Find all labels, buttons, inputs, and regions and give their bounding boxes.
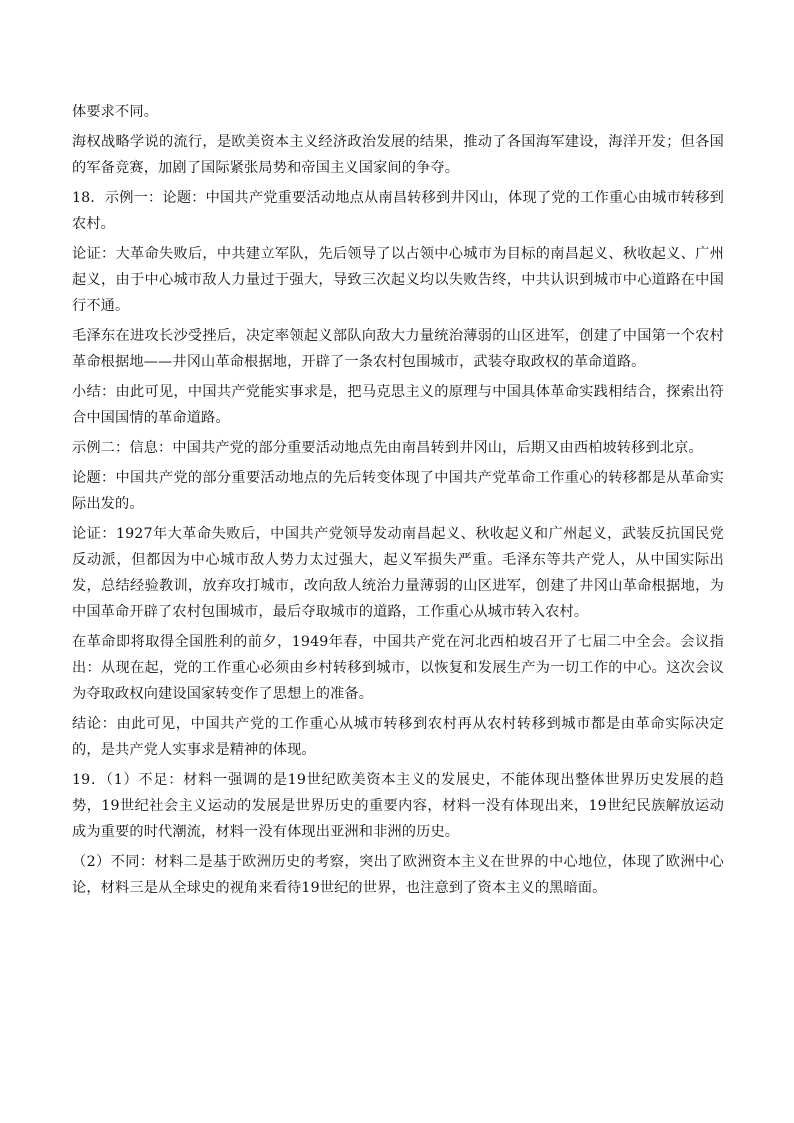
paragraph-q18-conclusion: 结论：由此可见，中国共产党的工作重心从城市转移到农村再从农村转移到城市都是由革命实际决定的，是共产党人实事求是精神的体现。 <box>72 716 724 758</box>
document-page <box>72 99 724 905</box>
paragraph-q18-mao-jinggangshan: 毛泽东在进攻长沙受挫后，决定率领起义部队向敌大力量统治薄弱的山区进军，创建了中国第一个农村革命根据地——井冈山革命根据地，开辟了一条农村包围城市，武装夺取政权的革命道路。 <box>72 328 724 370</box>
paragraph-q18-example1-topic: 18．示例一：论题：中国共产党重要活动地点从南昌转移到井冈山，体现了党的工作重心由城市转移到农村。 <box>72 190 724 232</box>
paragraph-q18-example2-info: 示例二：信息：中国共产党的部分重要活动地点先由南昌转到井冈山，后期又由西柏坡转移到北京。 <box>72 440 703 456</box>
paragraph-q18-example2-topic: 论题：中国共产党的部分重要活动地点的先后转变体现了中国共产党革命工作重心的转移都是从革命实际出发的。 <box>72 470 724 512</box>
paragraph-q18-xibaipo: 在革命即将取得全国胜利的前夕，1949年春，中国共产党在河北西柏坡召开了七届二中全会。会议指出：从现在起，党的工作重心必须由乡村转移到城市，以恢复和发展生产为一切工作的中心。这次会议为夺取政权向建设国家转变作了思想上的准备。 <box>72 634 724 702</box>
paragraph-q18-example2-argument: 论证：1927年大革命失败后，中国共产党领导发动南昌起义、秋收起义和广州起义，武装反抗国民党反动派，但都因为中心城市敌人势力太过强大，起义军损失严重。毛泽东等共产党人，从中国实际出发，总结经验教训，放弃攻打城市，改向敌人统治力量薄弱的山区进军，创建了井冈山革命根据地，为中国革命开辟了农村包围城市，最后夺取城市的道路，工作重心从城市转入农村。 <box>72 526 724 620</box>
paragraph-q18-summary: 小结：由此可见，中国共产党能实事求是，把马克思主义的原理与中国具体革命实践相结合，探索出符合中国国情的革命道路。 <box>72 384 724 426</box>
paragraph-q19-part2: （2）不同：材料二是基于欧洲历史的考察，突出了欧洲资本主义在世界的中心地位，体现了欧洲中心论，材料三是从全球史的视角来看待19世纪的世界，也注意到了资本主义的黑暗面。 <box>72 854 724 896</box>
paragraph-q18-example1-argument: 论证：大革命失败后，中共建立军队，先后领导了以占领中心城市为目标的南昌起义、秋收起义、广州起义，由于中心城市敌人力量过于强大，导致三次起义均以失败告终，中共认识到城市中心道路在中国行不通。 <box>72 246 724 314</box>
paragraph-q19-part1: 19．（1）不足：材料一强调的是19世纪欧美资本主义的发展史，不能体现出整体世界历史发展的趋势，19世纪社会主义运动的发展是世界历史的重要内容，材料一没有体现出来，19世纪民族解放运动成为重要的时代潮流，材料一没有体现出亚洲和非洲的历史。 <box>72 772 724 840</box>
paragraph-sea-power: 海权战略学说的流行，是欧美资本主义经济政治发展的结果，推动了各国海军建设，海洋开发；但各国的军备竞赛，加剧了国际紧张局势和帝国主义国家间的争夺。 <box>72 134 724 176</box>
paragraph-continuation: 体要求不同。 <box>72 104 159 120</box>
